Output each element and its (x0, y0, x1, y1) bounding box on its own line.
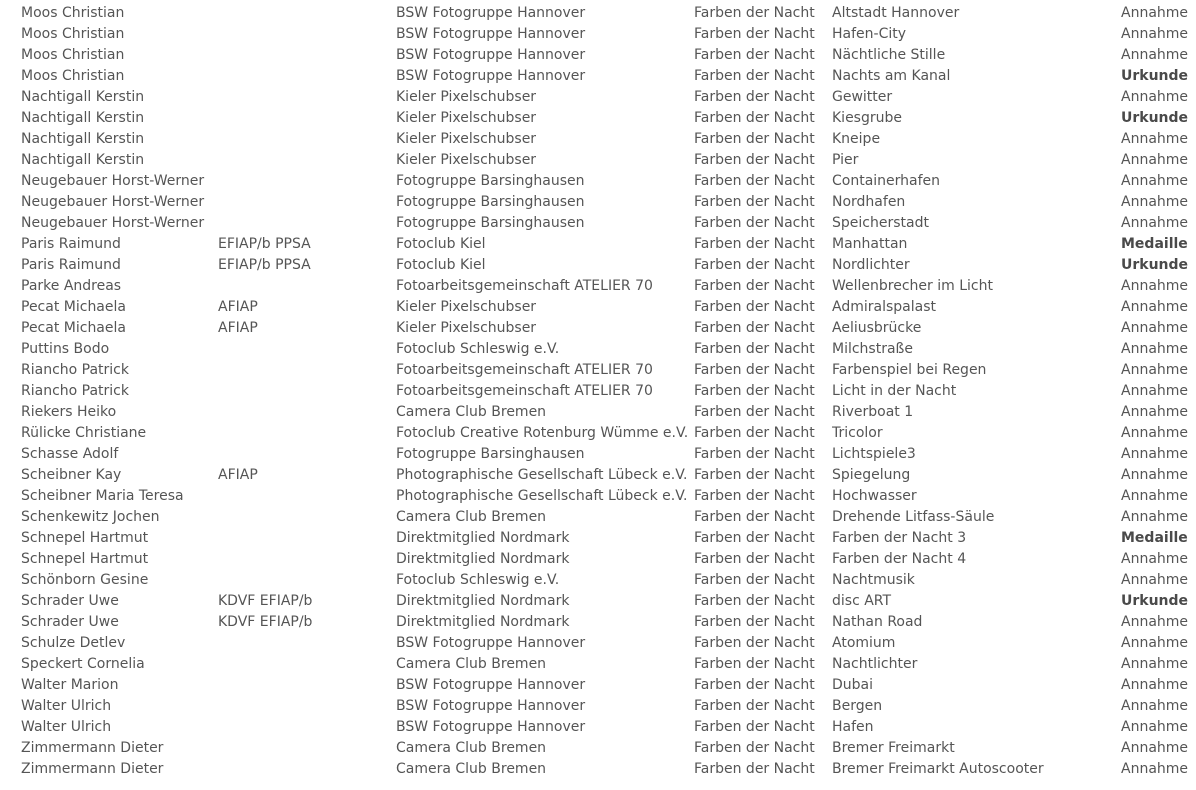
club-name: Direktmitglied Nordmark (396, 551, 570, 567)
category-name: Farben der Nacht (694, 68, 815, 84)
category-name: Farben der Nacht (694, 131, 815, 147)
photo-title: Nächtliche Stille (832, 47, 946, 63)
club-name: Fotoclub Kiel (396, 236, 486, 252)
result-status: Annahme (1121, 89, 1189, 105)
table-row (0, 591, 1196, 612)
photo-title: Drehende Litfass-Säule (832, 509, 995, 525)
category-name: Farben der Nacht (694, 677, 815, 693)
club-name: Fotoarbeitsgemeinschaft ATELIER 70 (396, 278, 653, 294)
category-name: Farben der Nacht (694, 719, 815, 735)
photo-title: Bergen (832, 698, 883, 714)
result-status: Annahme (1121, 383, 1189, 399)
result-status: Annahme (1121, 278, 1189, 294)
category-name: Farben der Nacht (694, 341, 815, 357)
photo-title: Bremer Freimarkt (832, 740, 955, 756)
photo-title: Admiralspalast (832, 299, 936, 315)
table-row (0, 360, 1196, 381)
table-row (0, 549, 1196, 570)
category-name: Farben der Nacht (694, 488, 815, 504)
table-row (0, 24, 1196, 45)
club-name: Camera Club Bremen (396, 509, 547, 525)
table-row (0, 444, 1196, 465)
club-name: Direktmitglied Nordmark (396, 530, 570, 546)
photo-title: Milchstraße (832, 341, 913, 357)
participant-name: Moos Christian (21, 68, 125, 84)
participant-name: Puttins Bodo (21, 341, 110, 357)
result-status: Annahme (1121, 719, 1189, 735)
participant-name: Schrader Uwe (21, 593, 119, 609)
photo-distinction: EFIAP/b PPSA (218, 257, 311, 273)
photo-title: Nachtmusik (832, 572, 915, 588)
photo-distinction: AFIAP (218, 320, 258, 336)
table-row (0, 612, 1196, 633)
result-status: Annahme (1121, 131, 1189, 147)
photo-distinction: KDVF EFIAP/b (218, 614, 313, 630)
participant-name: Parke Andreas (21, 278, 122, 294)
results-list (0, 3, 1196, 780)
club-name: Fotoarbeitsgemeinschaft ATELIER 70 (396, 383, 653, 399)
photo-title: Bremer Freimarkt Autoscooter (832, 761, 1044, 777)
table-row (0, 3, 1196, 24)
club-name: BSW Fotogruppe Hannover (396, 68, 586, 84)
photo-title: Gewitter (832, 89, 893, 105)
result-status: Urkunde (1121, 110, 1189, 126)
club-name: BSW Fotogruppe Hannover (396, 26, 586, 42)
table-row (0, 465, 1196, 486)
participant-name: Pecat Michaela (21, 299, 126, 315)
photo-title: Dubai (832, 677, 874, 693)
category-name: Farben der Nacht (694, 551, 815, 567)
photo-title: Farbenspiel bei Regen (832, 362, 987, 378)
club-name: Fotogruppe Barsinghausen (396, 446, 585, 462)
club-name: Fotoclub Creative Rotenburg Wümme e.V. (396, 425, 688, 441)
category-name: Farben der Nacht (694, 362, 815, 378)
club-name: Camera Club Bremen (396, 740, 547, 756)
category-name: Farben der Nacht (694, 215, 815, 231)
photo-title: Farben der Nacht 4 (832, 551, 967, 567)
participant-name: Walter Marion (21, 677, 119, 693)
category-name: Farben der Nacht (694, 152, 815, 168)
participant-name: Zimmermann Dieter (21, 761, 164, 777)
table-row (0, 87, 1196, 108)
participant-name: Nachtigall Kerstin (21, 110, 145, 126)
result-status: Annahme (1121, 425, 1189, 441)
photo-title: Hafen-City (832, 26, 907, 42)
result-status: Annahme (1121, 614, 1189, 630)
result-status: Urkunde (1121, 68, 1189, 84)
photo-title: Altstadt Hannover (832, 5, 960, 21)
result-status: Annahme (1121, 509, 1189, 525)
result-status: Annahme (1121, 362, 1189, 378)
category-name: Farben der Nacht (694, 530, 815, 546)
participant-name: Moos Christian (21, 26, 125, 42)
table-row (0, 633, 1196, 654)
photo-title: Nathan Road (832, 614, 923, 630)
table-row (0, 381, 1196, 402)
category-name: Farben der Nacht (694, 47, 815, 63)
result-status: Annahme (1121, 656, 1189, 672)
category-name: Farben der Nacht (694, 257, 815, 273)
category-name: Farben der Nacht (694, 236, 815, 252)
category-name: Farben der Nacht (694, 26, 815, 42)
table-row (0, 570, 1196, 591)
participant-name: Moos Christian (21, 5, 125, 21)
category-name: Farben der Nacht (694, 761, 815, 777)
table-row (0, 507, 1196, 528)
category-name: Farben der Nacht (694, 383, 815, 399)
club-name: BSW Fotogruppe Hannover (396, 677, 586, 693)
category-name: Farben der Nacht (694, 278, 815, 294)
club-name: Fotoclub Schleswig e.V. (396, 572, 560, 588)
photo-title: Kneipe (832, 131, 881, 147)
club-name: Direktmitglied Nordmark (396, 593, 570, 609)
category-name: Farben der Nacht (694, 299, 815, 315)
club-name: Camera Club Bremen (396, 404, 547, 420)
participant-name: Schulze Detlev (21, 635, 126, 651)
participant-name: Riancho Patrick (21, 362, 129, 378)
table-row (0, 234, 1196, 255)
result-status: Annahme (1121, 299, 1189, 315)
table-row (0, 171, 1196, 192)
photo-title: Farben der Nacht 3 (832, 530, 967, 546)
club-name: Fotogruppe Barsinghausen (396, 215, 585, 231)
participant-name: Schenkewitz Jochen (21, 509, 160, 525)
participant-name: Schnepel Hartmut (21, 530, 149, 546)
club-name: Fotogruppe Barsinghausen (396, 173, 585, 189)
photo-distinction: AFIAP (218, 299, 258, 315)
club-name: Photographische Gesellschaft Lübeck e.V. (396, 488, 688, 504)
club-name: Kieler Pixelschubser (396, 131, 537, 147)
club-name: Kieler Pixelschubser (396, 299, 537, 315)
table-row (0, 192, 1196, 213)
photo-title: Nachtlichter (832, 656, 918, 672)
club-name: Kieler Pixelschubser (396, 110, 537, 126)
table-row (0, 654, 1196, 675)
result-status: Urkunde (1121, 257, 1189, 273)
category-name: Farben der Nacht (694, 446, 815, 462)
result-status: Annahme (1121, 152, 1189, 168)
table-row (0, 759, 1196, 780)
category-name: Farben der Nacht (694, 194, 815, 210)
club-name: Direktmitglied Nordmark (396, 614, 570, 630)
participant-name: Neugebauer Horst-Werner (21, 173, 205, 189)
photo-title: Atomium (832, 635, 896, 651)
photo-title: Kiesgrube (832, 110, 902, 126)
result-status: Annahme (1121, 320, 1189, 336)
table-row (0, 318, 1196, 339)
participant-name: Schönborn Gesine (21, 572, 149, 588)
photo-title: Nordhafen (832, 194, 906, 210)
result-status: Annahme (1121, 404, 1189, 420)
table-row (0, 675, 1196, 696)
table-row (0, 150, 1196, 171)
table-row (0, 276, 1196, 297)
photo-title: Speicherstadt (832, 215, 929, 231)
table-row (0, 486, 1196, 507)
photo-title: Manhattan (832, 236, 908, 252)
participant-name: Nachtigall Kerstin (21, 89, 145, 105)
category-name: Farben der Nacht (694, 593, 815, 609)
table-row (0, 339, 1196, 360)
category-name: Farben der Nacht (694, 698, 815, 714)
category-name: Farben der Nacht (694, 509, 815, 525)
category-name: Farben der Nacht (694, 404, 815, 420)
photo-title: Nordlichter (832, 257, 910, 273)
photo-title: disc ART (832, 593, 892, 609)
club-name: Kieler Pixelschubser (396, 89, 537, 105)
participant-name: Schrader Uwe (21, 614, 119, 630)
table-row (0, 402, 1196, 423)
participant-name: Speckert Cornelia (21, 656, 145, 672)
photo-title: Aeliusbrücke (832, 320, 922, 336)
participant-name: Scheibner Kay (21, 467, 122, 483)
participant-name: Riekers Heiko (21, 404, 117, 420)
participant-name: Nachtigall Kerstin (21, 152, 145, 168)
participant-name: Neugebauer Horst-Werner (21, 215, 205, 231)
club-name: Fotogruppe Barsinghausen (396, 194, 585, 210)
club-name: Kieler Pixelschubser (396, 320, 537, 336)
category-name: Farben der Nacht (694, 173, 815, 189)
photo-title: Hochwasser (832, 488, 917, 504)
participant-name: Nachtigall Kerstin (21, 131, 145, 147)
result-status: Annahme (1121, 173, 1189, 189)
table-row (0, 108, 1196, 129)
photo-title: Lichtspiele3 (832, 446, 916, 462)
table-row (0, 696, 1196, 717)
participant-name: Walter Ulrich (21, 719, 112, 735)
result-status: Annahme (1121, 194, 1189, 210)
category-name: Farben der Nacht (694, 635, 815, 651)
participant-name: Rülicke Christiane (21, 425, 147, 441)
club-name: Fotoclub Kiel (396, 257, 486, 273)
participant-name: Schasse Adolf (21, 446, 119, 462)
result-status: Annahme (1121, 26, 1189, 42)
photo-title: Wellenbrecher im Licht (832, 278, 993, 294)
club-name: Photographische Gesellschaft Lübeck e.V. (396, 467, 688, 483)
table-row (0, 129, 1196, 150)
club-name: Fotoclub Schleswig e.V. (396, 341, 560, 357)
category-name: Farben der Nacht (694, 656, 815, 672)
table-row (0, 297, 1196, 318)
participant-name: Pecat Michaela (21, 320, 126, 336)
result-status: Annahme (1121, 341, 1189, 357)
result-status: Annahme (1121, 551, 1189, 567)
participant-name: Paris Raimund (21, 257, 121, 273)
club-name: Kieler Pixelschubser (396, 152, 537, 168)
participant-name: Paris Raimund (21, 236, 121, 252)
club-name: Camera Club Bremen (396, 656, 547, 672)
club-name: BSW Fotogruppe Hannover (396, 47, 586, 63)
result-status: Annahme (1121, 5, 1189, 21)
category-name: Farben der Nacht (694, 467, 815, 483)
result-status: Annahme (1121, 677, 1189, 693)
result-status: Annahme (1121, 572, 1189, 588)
club-name: BSW Fotogruppe Hannover (396, 635, 586, 651)
photo-title: Licht in der Nacht (832, 383, 957, 399)
photo-title: Hafen (832, 719, 874, 735)
photo-title: Nachts am Kanal (832, 68, 951, 84)
category-name: Farben der Nacht (694, 572, 815, 588)
result-status: Annahme (1121, 467, 1189, 483)
result-status: Annahme (1121, 740, 1189, 756)
table-row (0, 213, 1196, 234)
category-name: Farben der Nacht (694, 110, 815, 126)
participant-name: Riancho Patrick (21, 383, 129, 399)
club-name: BSW Fotogruppe Hannover (396, 698, 586, 714)
photo-title: Riverboat 1 (832, 404, 914, 420)
category-name: Farben der Nacht (694, 5, 815, 21)
participant-name: Zimmermann Dieter (21, 740, 164, 756)
table-row (0, 717, 1196, 738)
participant-name: Neugebauer Horst-Werner (21, 194, 205, 210)
table-row (0, 45, 1196, 66)
result-status: Annahme (1121, 215, 1189, 231)
result-status: Annahme (1121, 446, 1189, 462)
table-row (0, 66, 1196, 87)
photo-title: Tricolor (832, 425, 883, 441)
photo-title: Spiegelung (832, 467, 911, 483)
result-status: Annahme (1121, 761, 1189, 777)
club-name: Fotoarbeitsgemeinschaft ATELIER 70 (396, 362, 653, 378)
photo-title: Containerhafen (832, 173, 941, 189)
photo-distinction: KDVF EFIAP/b (218, 593, 313, 609)
result-status: Annahme (1121, 635, 1189, 651)
category-name: Farben der Nacht (694, 614, 815, 630)
photo-distinction: EFIAP/b PPSA (218, 236, 311, 252)
category-name: Farben der Nacht (694, 425, 815, 441)
result-status: Urkunde (1121, 593, 1189, 609)
result-status: Annahme (1121, 47, 1189, 63)
participant-name: Scheibner Maria Teresa (21, 488, 184, 504)
result-status: Annahme (1121, 488, 1189, 504)
table-row (0, 255, 1196, 276)
participant-name: Schnepel Hartmut (21, 551, 149, 567)
photo-distinction: AFIAP (218, 467, 258, 483)
result-status: Annahme (1121, 698, 1189, 714)
table-row (0, 423, 1196, 444)
category-name: Farben der Nacht (694, 320, 815, 336)
participant-name: Moos Christian (21, 47, 125, 63)
participant-name: Walter Ulrich (21, 698, 112, 714)
club-name: BSW Fotogruppe Hannover (396, 719, 586, 735)
result-status: Medaille (1121, 530, 1188, 546)
table-row (0, 738, 1196, 759)
photo-title: Pier (832, 152, 859, 168)
category-name: Farben der Nacht (694, 740, 815, 756)
table-row (0, 528, 1196, 549)
club-name: BSW Fotogruppe Hannover (396, 5, 586, 21)
result-status: Medaille (1121, 236, 1188, 252)
club-name: Camera Club Bremen (396, 761, 547, 777)
category-name: Farben der Nacht (694, 89, 815, 105)
